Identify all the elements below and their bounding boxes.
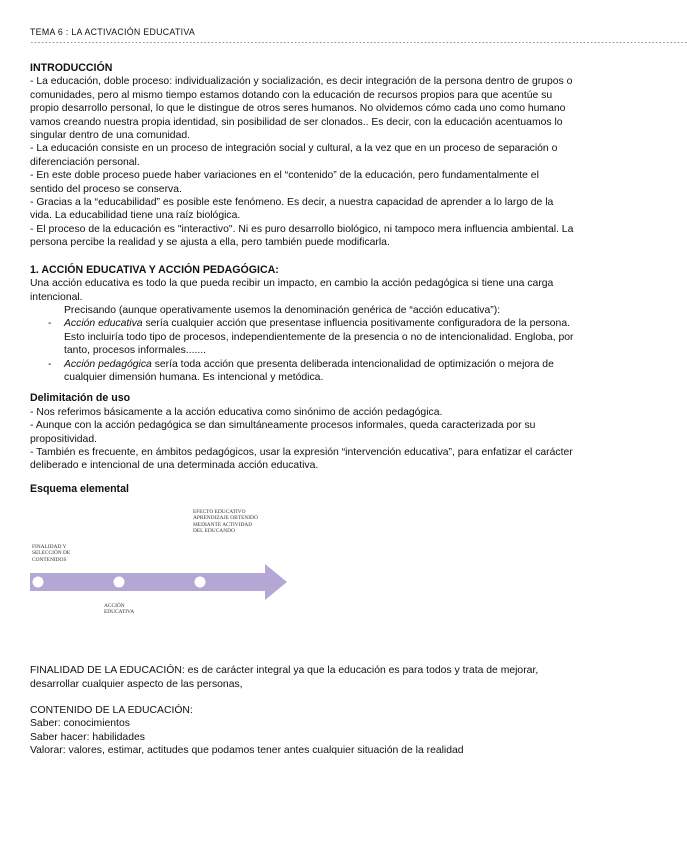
arrow-dot [33,577,44,588]
document-page [30,27,687,758]
bullet-text: sería toda acción que presenta deliberada intencionalidad de optimización o mejora de cualquier dimensión humana. Es intencional y metódica. [64,358,554,383]
intro-paragraph: - Gracias a la “educabilidad” es posible este fenómeno. Es decir, a nuestra capacidad de aprender a lo largo de la vida. La educabilidad tiene una raíz biológica. [30,197,554,222]
intro-paragraph: - El proceso de la educación es "interactivo". Ni es puro desarrollo biológico, ni tampoco mera influencia ambiental. La persona percibe la realidad y se ajusta a ella, pero también puede modificarla. [30,223,574,249]
bullet-accion-educativa [30,317,575,357]
bullet-text: sería cualquier acción que presentase influencia positivamente configuradora de la persona. Esto incluiría todo tipo de procesos, independientemente de la presencia o no de intencionalidad. Engloba, por tanto, procesos informales....... [64,318,574,357]
esquema-heading: Esquema elemental [30,482,129,495]
section1-intro: Una acción educativa es todo la que pueda recibir un impacto, en cambio la acción pedagógica si tiene una carga intencional. [30,278,554,303]
contenido-block [30,704,575,758]
bullet-dash: - [48,318,52,330]
process-arrow [30,564,287,600]
finalidad-block [30,664,575,691]
delimitacion-line: - También es frecuente, en ámbitos pedagógicos, usar la expresión “intervención educativa”, para enfatizar el carácter deliberado e intencional de una determinada acción educativa. [30,446,573,472]
section1-precisando: Precisando (aunque operativamente usemos la denominación genérica de “acción educativa”): [64,304,501,316]
finalidad-text: FINALIDAD DE LA EDUCACIÓN: es de carácter integral ya que la educación es para todos y trata de mejorar, desarrollar cualquier aspecto de las personas, [30,665,539,690]
bullet-dash: - [48,358,52,370]
contenido-line: Valorar: valores, estimar, actitudes que podamos tener antes cualquier situación de la realidad [30,745,464,757]
section1-heading: 1. ACCIÓN EDUCATIVA Y ACCIÓN PEDAGÓGICA: [30,263,279,276]
bullet-term: Acción pedagógica [64,358,152,370]
contenido-line: Saber hacer: habilidades [30,731,145,743]
arrow-dot [114,577,125,588]
label-finalidad: FINALIDAD Y SELECCIÓN DE CONTENIDOS [32,544,71,563]
delimitacion-line: - Aunque con la acción pedagógica se dan simultáneamente procesos informales, queda caracterizada por su propositividad. [30,420,536,445]
esquema-diagram [30,504,300,634]
header-rule: -------------------------------------------------------------------------------------------------------------------------------------------------------------------------------------- [30,39,687,46]
delimitacion-line: - Nos referimos básicamente a la acción educativa como sinónimo de acción pedagógica. [30,406,443,418]
contenido-title: CONTENIDO DE LA EDUCACIÓN: [30,705,193,716]
contenido-line: Saber: conocimientos [30,718,130,730]
bullet-body [64,317,575,357]
intro-paragraph: - En este doble proceso puede haber variaciones en el “contenido” de la educación, pero fundamentalmente el sentido del proceso se conserva. [30,170,539,195]
bullet-term: Acción educativa [64,318,143,330]
arrow-dot [195,577,206,588]
intro-heading: INTRODUCCIÓN [30,62,113,74]
bullet-accion-pedagogica [30,358,575,385]
label-efecto: EFECTO EDUCATIVO APRENDIZAJE OBTENIDO MEDIANTE ACTIVIDAD DEL EDUCANDO [193,509,258,534]
label-accion: ACCIÓN EDUCATIVA [104,603,135,616]
document-header: TEMA 6 : LA ACTIVACIÓN EDUCATIVA [30,27,196,37]
bullet-body [64,358,575,385]
intro-paragraph: - La educación, doble proceso: individualización y socialización, es decir integración de la persona dentro de grupos o comunidades, pero al mismo tiempo estamos dotando con la educación de recursos propios para que acentúe su propio desarrollo personal, lo que le distingue de otros seres humanos. No olvidemos cómo cada uno como humano vamos creando nuestra propia identidad, sin posibilidad de ser clonados.. Es decir, con la educación acentuamos lo singular dentro de una comunidad. [30,76,573,142]
delimitacion-heading: Delimitación de uso [30,392,131,405]
intro-paragraph: - La educación consiste en un proceso de integración social y cultural, a la vez que en un proceso de separación o diferenciación personal. [30,143,558,168]
esquema-arrow-graphic [30,504,300,634]
